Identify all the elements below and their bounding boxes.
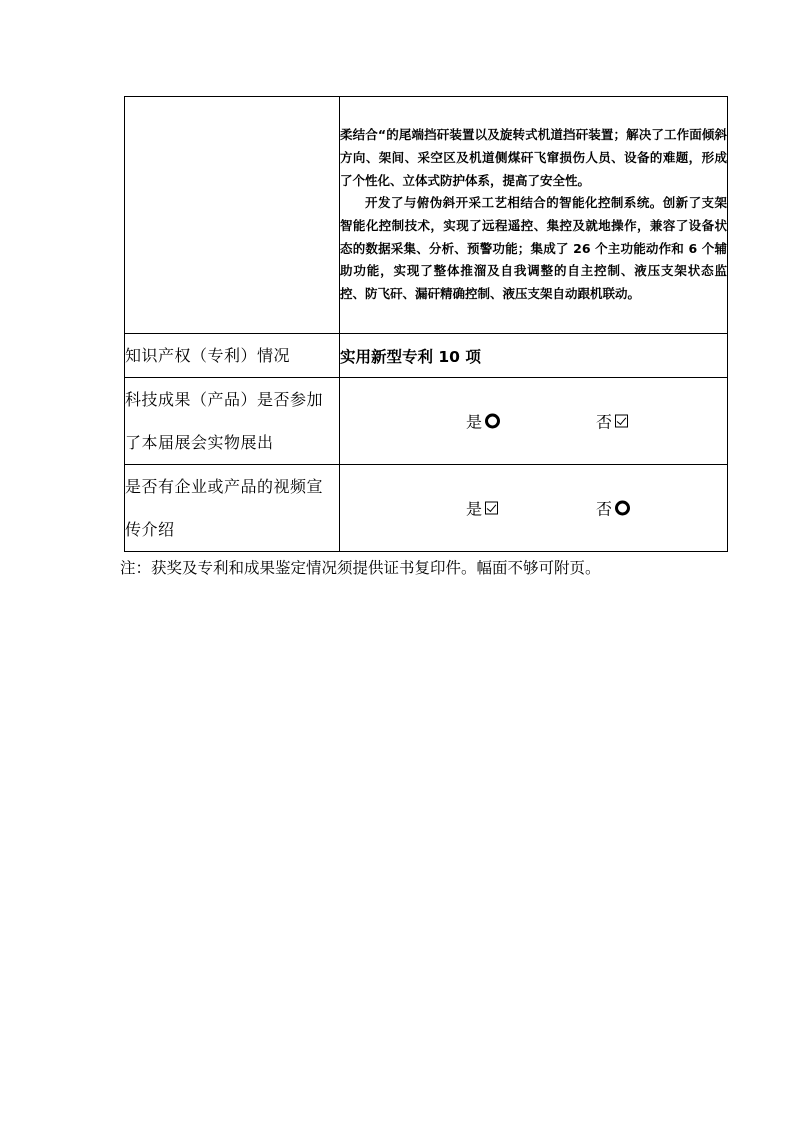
video-no-option[interactable] (596, 497, 630, 520)
empty-label-cell (125, 97, 340, 334)
ip-value: 实用新型专利 10 项 (340, 334, 728, 378)
table-row-ip (125, 334, 728, 378)
video-label: 是否有企业或产品的视频宣传介绍 (125, 465, 340, 552)
description-paragraph-2: 开发了与俯伪斜开采工艺相结合的智能化控制系统。创新了支架智能化控制技术，实现了远程遥控、集控及就地操作，兼容了设备状态的数据采集、分析、预警功能；集成了 26 个主功能动作和 6 个辅助功能，实现了整体推溜及自我调整的自主控制、液压支架状态监控、防飞矸、漏矸精确控制、液压支架自动跟机联动。 (340, 195, 727, 302)
exhibition-no-option[interactable] (596, 410, 628, 433)
video-no-label: 否 (596, 499, 613, 519)
exhibition-yes-label: 是 (466, 412, 483, 432)
table-row-exhibition (125, 378, 728, 465)
exhibition-no-label: 否 (596, 412, 613, 432)
footnote: 注：获奖及专利和成果鉴定情况须提供证书复印件。幅面不够可附页。 (120, 559, 601, 577)
video-choice-cell (340, 465, 728, 552)
exhibition-label: 科技成果（产品）是否参加了本届展会实物展出 (125, 378, 340, 465)
ip-label: 知识产权（专利）情况 (125, 334, 340, 378)
video-yes-label: 是 (466, 499, 483, 519)
radio-icon (485, 414, 500, 429)
table-row-video (125, 465, 728, 552)
checked-box-icon (485, 502, 498, 515)
exhibition-choice-cell (340, 378, 728, 465)
radio-icon (615, 501, 630, 516)
info-table (124, 96, 728, 552)
video-yes-option[interactable] (466, 497, 498, 520)
description-paragraph-1: 柔结合“的尾端挡矸装置以及旋转式机道挡矸装置；解决了工作面倾斜方向、架间、采空区及机道侧煤矸飞窜损伤人员、设备的难题，形成了个性化、立体式防护体系，提高了安全性。 (340, 127, 727, 188)
exhibition-yes-option[interactable] (466, 410, 500, 433)
table-row-description (125, 97, 728, 334)
description-cell (340, 97, 728, 334)
checked-box-icon (615, 415, 628, 428)
